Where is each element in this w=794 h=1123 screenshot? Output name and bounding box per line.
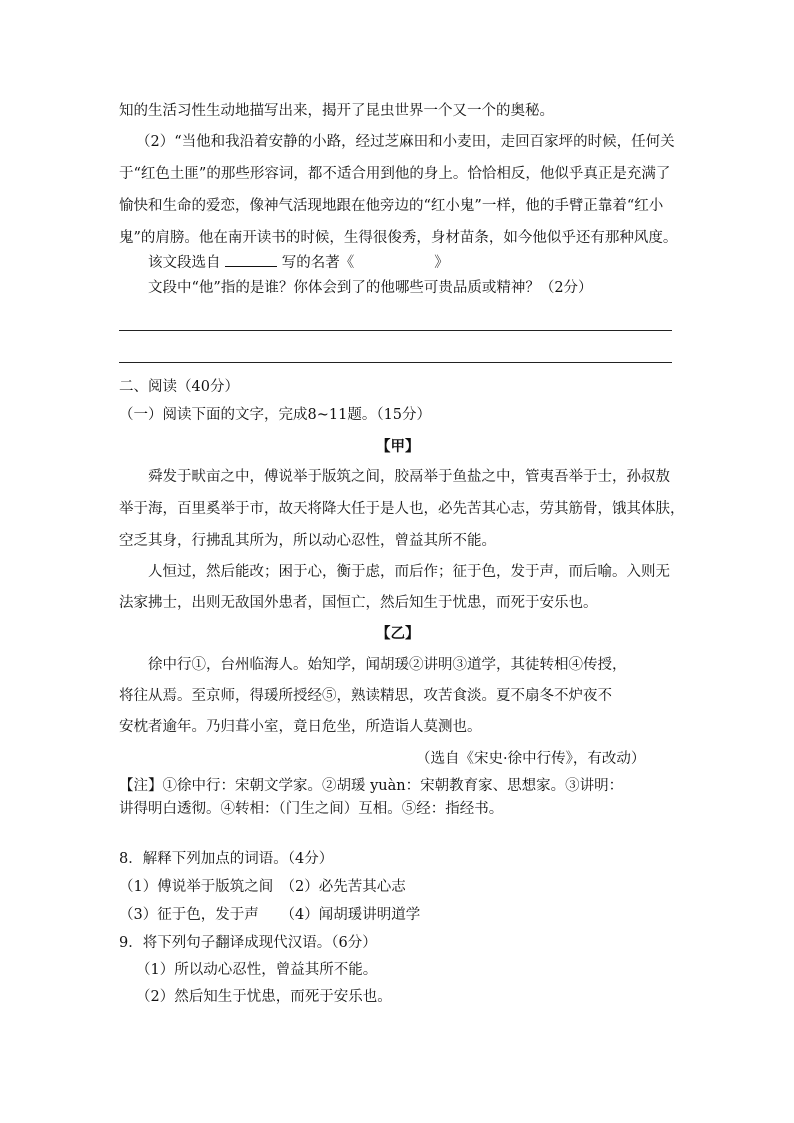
- q8-row-1: （1）傅说举于版筑之间 （2）必先苦其心志: [119, 879, 406, 895]
- answer-line-1[interactable]: [119, 330, 672, 331]
- yi-line-1: 徐中行①，台州临海人。始知学，闻胡瑗②讲明③道学，其徒转相④传授，: [148, 657, 627, 673]
- q2-source-line: [148, 252, 449, 273]
- yi-source: （选自《宋史·徐中行传》，有改动）: [416, 751, 646, 767]
- q2-source-mid: 写的名著《: [281, 255, 355, 271]
- q2-line-4: 鬼”的肩膀。他在南开读书的时候，生得很俊秀，身材苗条，如今他似乎还有那种风度。: [119, 230, 678, 246]
- q2-line-3: 愉快和生命的爱恋，像神气活现地跟在他旁边的“红小鬼”一样，他的手臂正靠着“红小: [119, 198, 664, 214]
- yi-line-3: 安枕者逾年。乃归葺小室，竟日危坐，所造诣人莫测也。: [119, 719, 482, 735]
- q9-title: 9．将下列句子翻译成现代汉语。（6分）: [119, 935, 377, 951]
- q2-source-prefix: 该文段选自: [148, 255, 221, 271]
- jia-line-5: 法家拂士，出则无敌国外患者，国恒亡，然后知生于忧患，而死于安乐也。: [119, 595, 598, 611]
- section-heading: 二、阅读（40分）: [119, 379, 239, 395]
- q2-line-2: 于“红色土匪”的那些形容词，都不适合用到他的身上。恰恰相反，他似乎真正是充满了: [119, 166, 671, 182]
- q2-source-suffix: 》: [434, 255, 449, 271]
- notes-line-1: 【注】①徐中行：宋朝文学家。②胡瑗 yuàn：宋朝教育家、思想家。③讲明：: [119, 778, 624, 794]
- q9-item-1: （1）所以动心忍性，曾益其所不能。: [136, 962, 378, 978]
- yi-label: 【乙】: [376, 625, 420, 642]
- jia-line-2: 举于海，百里奚举于市，故天将降大任于是人也，必先苦其心志，劳其筋骨，饿其体肤，: [119, 501, 685, 517]
- section-sub-heading: （一）阅读下面的文字，完成8~11题。（15分）: [119, 407, 432, 423]
- author-blank[interactable]: [225, 252, 277, 267]
- jia-line-1: 舜发于畎亩之中，傅说举于版筑之间，胶鬲举于鱼盐之中，管夷吾举于士，孙叔敖: [148, 469, 670, 485]
- answer-line-2[interactable]: [119, 362, 672, 363]
- q2-line-1: （2）“当他和我沿着安静的小路，经过芝麻田和小麦田，走回百家坪的时候，任何关: [136, 134, 675, 150]
- intro-line-1: 知的生活习性生动地描写出来，揭开了昆虫世界一个又一个的奥秘。: [119, 103, 554, 119]
- jia-line-4: 人恒过，然后能改；困于心，衡于虑，而后作；征于色，发于声，而后喻。入则无: [148, 564, 670, 580]
- jia-label: 【甲】: [376, 438, 420, 455]
- notes-line-2: 讲得明白透彻。④转相：（门生之间）互相。⑤经：指经书。: [119, 801, 504, 817]
- jia-line-3: 空乏其身，行拂乱其所为，所以动心忍性，曾益其所不能。: [119, 533, 496, 549]
- q9-item-2: （2）然后知生于忧患，而死于安乐也。: [136, 989, 392, 1005]
- q8-title: 8．解释下列加点的词语。（4分）: [119, 851, 334, 867]
- q8-row-2: （3）征于色，发于声 （4）闻胡瑗讲明道学: [119, 907, 421, 923]
- yi-line-2: 将往从焉。至京师，得瑗所授经⑤，熟读精思，攻苦食淡。夏不扇冬不炉夜不: [119, 688, 612, 704]
- q2-question: 文段中“他”指的是谁？你体会到了的他哪些可贵品质或精神？（2分）: [148, 280, 593, 296]
